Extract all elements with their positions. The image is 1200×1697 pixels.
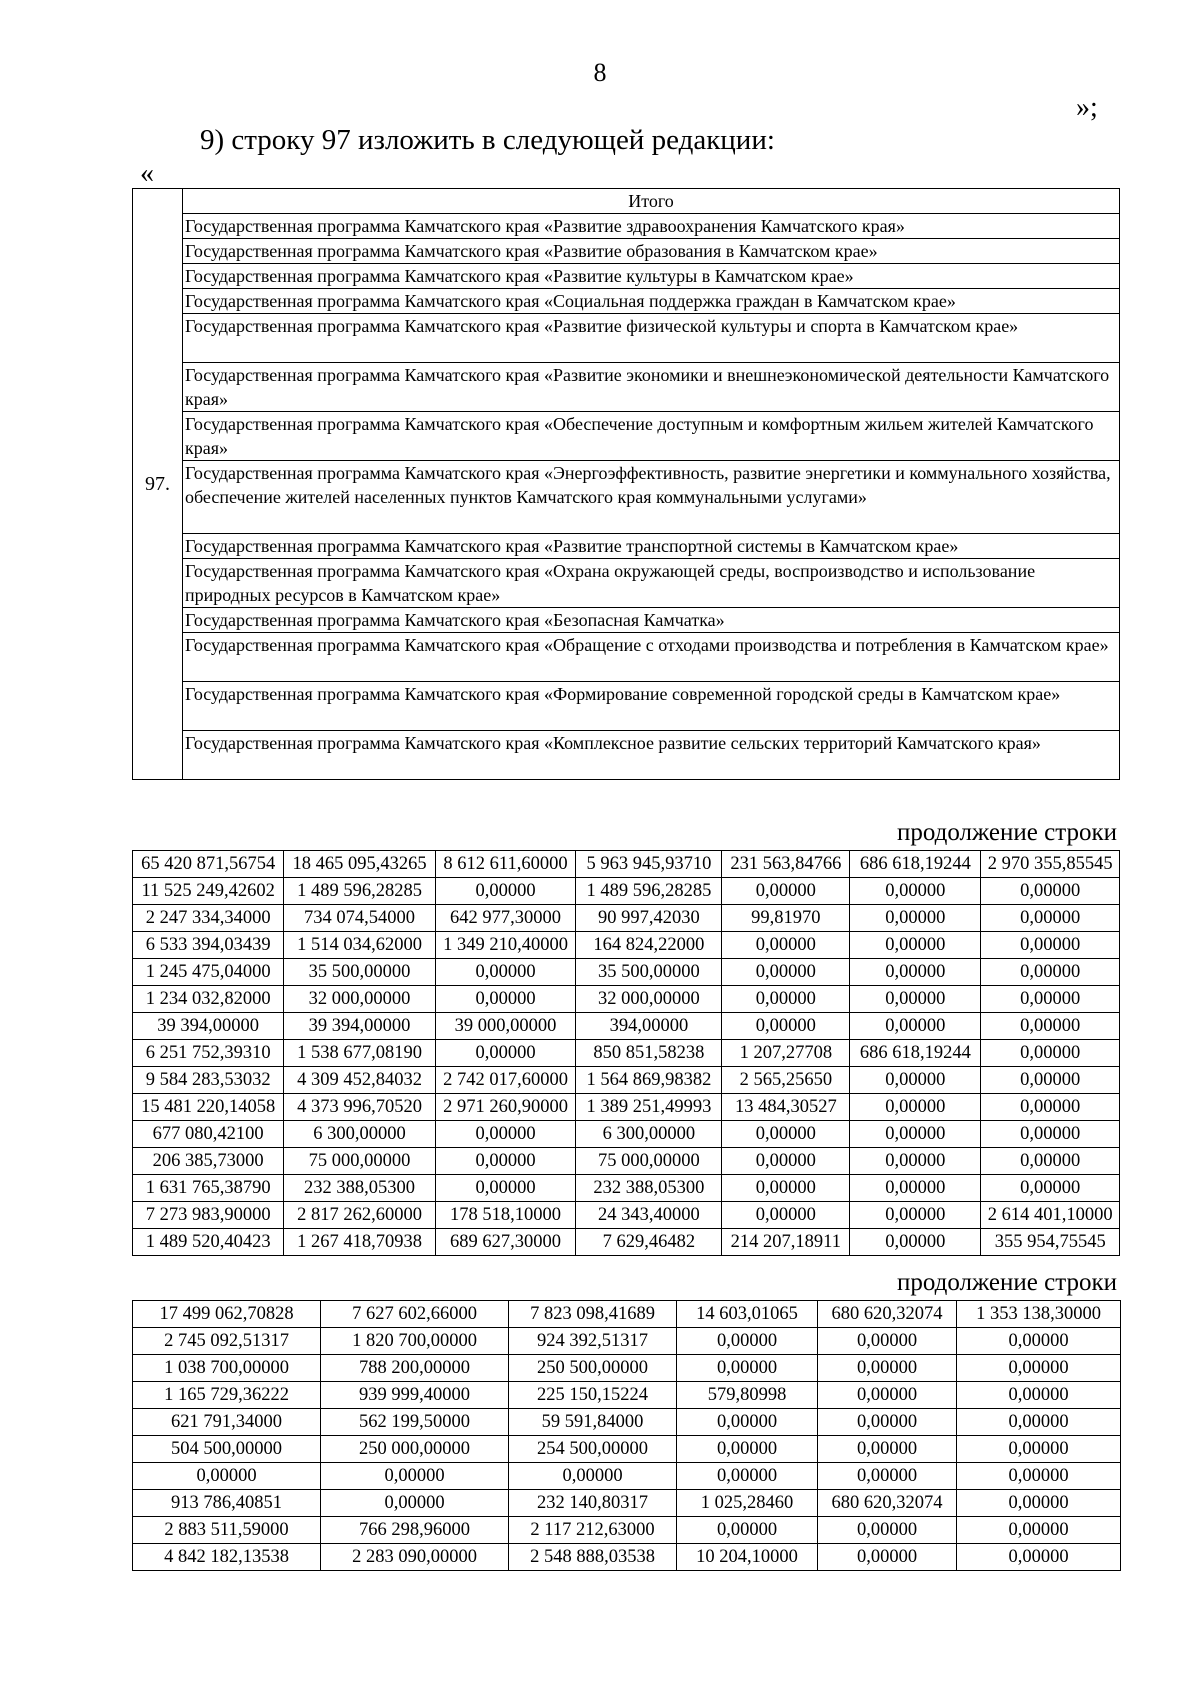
program-name: Государственная программа Камчатского края «Охрана окружающей среды, воспроизводство и использование природных ресурсов в Камчатском крае» — [183, 559, 1120, 608]
table-row — [133, 905, 1120, 932]
value-cell: 394,00000 — [576, 1013, 722, 1040]
value-cell: 5 963 945,93710 — [576, 851, 722, 878]
program-row — [133, 461, 1120, 534]
value-cell: 6 300,00000 — [576, 1121, 722, 1148]
value-cell: 1 631 765,38790 — [133, 1175, 284, 1202]
value-cell: 15 481 220,14058 — [133, 1094, 284, 1121]
value-cell: 232 140,80317 — [509, 1490, 677, 1517]
value-cell: 164 824,22000 — [576, 932, 722, 959]
value-cell: 0,00000 — [981, 1148, 1120, 1175]
value-cell: 1 349 210,40000 — [435, 932, 576, 959]
value-cell: 6 533 394,03439 — [133, 932, 284, 959]
value-cell: 0,00000 — [435, 986, 576, 1013]
value-cell: 0,00000 — [818, 1409, 957, 1436]
value-cell: 850 851,58238 — [576, 1040, 722, 1067]
table-row — [133, 1544, 1121, 1571]
value-cell: 1 165 729,36222 — [133, 1382, 321, 1409]
value-cell: 0,00000 — [850, 932, 981, 959]
value-cell: 686 618,19244 — [850, 1040, 981, 1067]
value-cell: 1 267 418,70938 — [284, 1229, 435, 1256]
program-name: Государственная программа Камчатского края «Формирование современной городской среды в Камчатском крае» — [183, 682, 1120, 731]
table-row — [133, 1436, 1121, 1463]
program-name: Государственная программа Камчатского края «Развитие здравоохранения Камчатского края» — [183, 214, 1120, 239]
value-cell: 0,00000 — [957, 1490, 1121, 1517]
value-cell: 1 489 520,40423 — [133, 1229, 284, 1256]
value-cell: 0,00000 — [850, 959, 981, 986]
value-cell: 7 627 602,66000 — [321, 1301, 509, 1328]
value-cell: 1 353 138,30000 — [957, 1301, 1121, 1328]
value-cell: 0,00000 — [722, 959, 850, 986]
value-cell: 225 150,15224 — [509, 1382, 677, 1409]
program-row — [133, 559, 1120, 608]
value-cell: 1 489 596,28285 — [284, 878, 435, 905]
table-row — [133, 1094, 1120, 1121]
value-cell: 0,00000 — [850, 1121, 981, 1148]
value-cell: 0,00000 — [818, 1436, 957, 1463]
value-cell: 621 791,34000 — [133, 1409, 321, 1436]
value-cell: 39 394,00000 — [284, 1013, 435, 1040]
value-cell: 677 080,42100 — [133, 1121, 284, 1148]
value-cell: 734 074,54000 — [284, 905, 435, 932]
value-cell: 90 997,42030 — [576, 905, 722, 932]
value-cell: 0,00000 — [818, 1382, 957, 1409]
program-name: Государственная программа Камчатского края «Социальная поддержка граждан в Камчатском крае» — [183, 289, 1120, 314]
table-row — [133, 1175, 1120, 1202]
table-row — [133, 986, 1120, 1013]
value-cell: 0,00000 — [957, 1517, 1121, 1544]
program-row — [133, 682, 1120, 731]
table-row — [133, 1013, 1120, 1040]
value-cell: 0,00000 — [722, 1202, 850, 1229]
value-cell: 2 971 260,90000 — [435, 1094, 576, 1121]
value-cell: 1 234 032,82000 — [133, 986, 284, 1013]
value-cell: 0,00000 — [957, 1355, 1121, 1382]
value-cell: 0,00000 — [677, 1409, 818, 1436]
value-cell: 0,00000 — [722, 986, 850, 1013]
program-row — [133, 633, 1120, 682]
value-cell: 2 970 355,85545 — [981, 851, 1120, 878]
program-row — [133, 608, 1120, 633]
table-row — [133, 1355, 1121, 1382]
table-row — [133, 1463, 1121, 1490]
value-cell: 2 283 090,00000 — [321, 1544, 509, 1571]
values-table-1 — [132, 850, 1120, 1256]
program-row — [133, 731, 1120, 780]
program-name: Государственная программа Камчатского края «Обращение с отходами производства и потребления в Камчатском крае» — [183, 633, 1120, 682]
value-cell: 0,00000 — [850, 1229, 981, 1256]
value-cell: 0,00000 — [321, 1490, 509, 1517]
value-cell: 0,00000 — [677, 1355, 818, 1382]
value-cell: 0,00000 — [133, 1463, 321, 1490]
value-cell: 0,00000 — [957, 1382, 1121, 1409]
value-cell: 6 300,00000 — [284, 1121, 435, 1148]
table-row — [133, 1229, 1120, 1256]
value-cell: 0,00000 — [435, 1175, 576, 1202]
value-cell: 1 207,27708 — [722, 1040, 850, 1067]
program-name: Государственная программа Камчатского края «Комплексное развитие сельских территорий Камчатского края» — [183, 731, 1120, 780]
program-name: Государственная программа Камчатского края «Развитие транспортной системы в Камчатском крае» — [183, 534, 1120, 559]
value-cell: 2 117 212,63000 — [509, 1517, 677, 1544]
table-row — [133, 932, 1120, 959]
value-cell: 504 500,00000 — [133, 1436, 321, 1463]
value-cell: 0,00000 — [957, 1409, 1121, 1436]
value-cell: 0,00000 — [957, 1544, 1121, 1571]
total-label: Итого — [183, 189, 1120, 214]
value-cell: 0,00000 — [850, 1202, 981, 1229]
value-cell: 0,00000 — [981, 878, 1120, 905]
value-cell: 0,00000 — [818, 1544, 957, 1571]
program-name: Государственная программа Камчатского края «Развитие экономики и внешнеэкономической деятельности Камчатского края» — [183, 363, 1120, 412]
value-cell: 686 618,19244 — [850, 851, 981, 878]
value-cell: 65 420 871,56754 — [133, 851, 284, 878]
value-cell: 35 500,00000 — [576, 959, 722, 986]
programs-table — [132, 188, 1120, 780]
value-cell: 0,00000 — [677, 1517, 818, 1544]
table-row — [133, 851, 1120, 878]
value-cell: 1 564 869,98382 — [576, 1067, 722, 1094]
value-cell: 14 603,01065 — [677, 1301, 818, 1328]
program-name: Государственная программа Камчатского края «Развитие физической культуры и спорта в Камчатском крае» — [183, 314, 1120, 363]
value-cell: 2 548 888,03538 — [509, 1544, 677, 1571]
value-cell: 250 500,00000 — [509, 1355, 677, 1382]
value-cell: 4 309 452,84032 — [284, 1067, 435, 1094]
closing-quote: »; — [1076, 92, 1098, 123]
value-cell: 7 273 983,90000 — [133, 1202, 284, 1229]
program-row — [133, 314, 1120, 363]
table-row — [133, 878, 1120, 905]
value-cell: 2 745 092,51317 — [133, 1328, 321, 1355]
value-cell: 0,00000 — [722, 932, 850, 959]
table-row — [133, 1067, 1120, 1094]
value-cell: 939 999,40000 — [321, 1382, 509, 1409]
value-cell: 2 565,25650 — [722, 1067, 850, 1094]
value-cell: 0,00000 — [981, 959, 1120, 986]
value-cell: 0,00000 — [818, 1328, 957, 1355]
value-cell: 0,00000 — [981, 1121, 1120, 1148]
table-row — [133, 1328, 1121, 1355]
table-row — [133, 1202, 1120, 1229]
value-cell: 788 200,00000 — [321, 1355, 509, 1382]
value-cell: 1 389 251,49993 — [576, 1094, 722, 1121]
value-cell: 0,00000 — [957, 1463, 1121, 1490]
value-cell: 1 538 677,08190 — [284, 1040, 435, 1067]
value-cell: 1 038 700,00000 — [133, 1355, 321, 1382]
value-cell: 0,00000 — [981, 905, 1120, 932]
value-cell: 1 820 700,00000 — [321, 1328, 509, 1355]
value-cell: 0,00000 — [818, 1463, 957, 1490]
value-cell: 35 500,00000 — [284, 959, 435, 986]
value-cell: 232 388,05300 — [576, 1175, 722, 1202]
page-number: 8 — [593, 58, 607, 87]
value-cell: 562 199,50000 — [321, 1409, 509, 1436]
table-row — [133, 1409, 1121, 1436]
value-cell: 0,00000 — [722, 878, 850, 905]
value-cell: 0,00000 — [850, 878, 981, 905]
program-name: Государственная программа Камчатского края «Развитие образования в Камчатском крае» — [183, 239, 1120, 264]
program-row — [133, 412, 1120, 461]
program-name: Государственная программа Камчатского края «Обеспечение доступным и комфортным жильем жителей Камчатского края» — [183, 412, 1120, 461]
value-cell: 0,00000 — [850, 1175, 981, 1202]
value-cell: 32 000,00000 — [576, 986, 722, 1013]
value-cell: 0,00000 — [677, 1328, 818, 1355]
value-cell: 24 343,40000 — [576, 1202, 722, 1229]
instruction-text: 9) строку 97 изложить в следующей редакции: — [200, 124, 775, 156]
value-cell: 924 392,51317 — [509, 1328, 677, 1355]
value-cell: 0,00000 — [435, 1121, 576, 1148]
value-cell: 0,00000 — [435, 959, 576, 986]
table-row — [133, 959, 1120, 986]
value-cell: 642 977,30000 — [435, 905, 576, 932]
value-cell: 2 614 401,10000 — [981, 1202, 1120, 1229]
program-row — [133, 239, 1120, 264]
value-cell: 0,00000 — [818, 1355, 957, 1382]
value-cell: 7 823 098,41689 — [509, 1301, 677, 1328]
value-cell: 579,80998 — [677, 1382, 818, 1409]
value-cell: 250 000,00000 — [321, 1436, 509, 1463]
value-cell: 766 298,96000 — [321, 1517, 509, 1544]
value-cell: 32 000,00000 — [284, 986, 435, 1013]
value-cell: 2 817 262,60000 — [284, 1202, 435, 1229]
value-cell: 99,81970 — [722, 905, 850, 932]
value-cell: 4 373 996,70520 — [284, 1094, 435, 1121]
total-row — [133, 189, 1120, 214]
value-cell: 1 245 475,04000 — [133, 959, 284, 986]
value-cell: 680 620,32074 — [818, 1301, 957, 1328]
value-cell: 231 563,84766 — [722, 851, 850, 878]
program-row — [133, 289, 1120, 314]
value-cell: 11 525 249,42602 — [133, 878, 284, 905]
value-cell: 75 000,00000 — [284, 1148, 435, 1175]
value-cell: 0,00000 — [981, 932, 1120, 959]
value-cell: 1 514 034,62000 — [284, 932, 435, 959]
value-cell: 178 518,10000 — [435, 1202, 576, 1229]
program-row — [133, 214, 1120, 239]
table-row — [133, 1301, 1121, 1328]
opening-quote: « — [140, 158, 154, 189]
program-name: Государственная программа Камчатского края «Развитие культуры в Камчатском крае» — [183, 264, 1120, 289]
value-cell: 0,00000 — [850, 1148, 981, 1175]
value-cell: 0,00000 — [957, 1436, 1121, 1463]
table-row — [133, 1040, 1120, 1067]
value-cell: 0,00000 — [850, 986, 981, 1013]
value-cell: 0,00000 — [850, 1067, 981, 1094]
value-cell: 0,00000 — [981, 986, 1120, 1013]
value-cell: 0,00000 — [722, 1013, 850, 1040]
value-cell: 0,00000 — [722, 1148, 850, 1175]
value-cell: 39 394,00000 — [133, 1013, 284, 1040]
value-cell: 689 627,30000 — [435, 1229, 576, 1256]
value-cell: 0,00000 — [850, 1013, 981, 1040]
value-cell: 0,00000 — [509, 1463, 677, 1490]
program-row — [133, 534, 1120, 559]
table-row — [133, 1490, 1121, 1517]
value-cell: 2 742 017,60000 — [435, 1067, 576, 1094]
value-cell: 10 204,10000 — [677, 1544, 818, 1571]
value-cell: 680 620,32074 — [818, 1490, 957, 1517]
continuation-label: продолжение строки — [896, 1269, 1117, 1296]
table-row — [133, 1382, 1121, 1409]
value-cell: 0,00000 — [677, 1436, 818, 1463]
value-cell: 17 499 062,70828 — [133, 1301, 321, 1328]
value-cell: 0,00000 — [321, 1463, 509, 1490]
value-cell: 214 207,18911 — [722, 1229, 850, 1256]
value-cell: 1 489 596,28285 — [576, 878, 722, 905]
value-cell: 59 591,84000 — [509, 1409, 677, 1436]
value-cell: 0,00000 — [981, 1067, 1120, 1094]
program-name: Государственная программа Камчатского края «Безопасная Камчатка» — [183, 608, 1120, 633]
value-cell: 2 883 511,59000 — [133, 1517, 321, 1544]
value-cell: 0,00000 — [957, 1328, 1121, 1355]
program-row — [133, 264, 1120, 289]
value-cell: 0,00000 — [435, 1040, 576, 1067]
program-name: Государственная программа Камчатского края «Энергоэффективность, развитие энергетики и коммунального хозяйства, обеспечение жителей населенных пунктов Камчатского края коммунальными услугами» — [183, 461, 1120, 534]
value-cell: 0,00000 — [435, 1148, 576, 1175]
value-cell: 0,00000 — [850, 905, 981, 932]
value-cell: 39 000,00000 — [435, 1013, 576, 1040]
value-cell: 913 786,40851 — [133, 1490, 321, 1517]
value-cell: 254 500,00000 — [509, 1436, 677, 1463]
row-number: 97. — [133, 189, 183, 780]
value-cell: 355 954,75545 — [981, 1229, 1120, 1256]
table-row — [133, 1121, 1120, 1148]
value-cell: 7 629,46482 — [576, 1229, 722, 1256]
value-cell: 9 584 283,53032 — [133, 1067, 284, 1094]
value-cell: 232 388,05300 — [284, 1175, 435, 1202]
value-cell: 75 000,00000 — [576, 1148, 722, 1175]
program-row — [133, 363, 1120, 412]
value-cell: 0,00000 — [850, 1094, 981, 1121]
value-cell: 8 612 611,60000 — [435, 851, 576, 878]
value-cell: 206 385,73000 — [133, 1148, 284, 1175]
value-cell: 6 251 752,39310 — [133, 1040, 284, 1067]
values-table-2 — [132, 1300, 1121, 1571]
value-cell: 0,00000 — [677, 1463, 818, 1490]
continuation-label: продолжение строки — [896, 819, 1117, 846]
value-cell: 0,00000 — [981, 1094, 1120, 1121]
value-cell: 0,00000 — [722, 1121, 850, 1148]
table-row — [133, 1148, 1120, 1175]
value-cell: 0,00000 — [818, 1517, 957, 1544]
value-cell: 0,00000 — [981, 1175, 1120, 1202]
value-cell: 4 842 182,13538 — [133, 1544, 321, 1571]
value-cell: 18 465 095,43265 — [284, 851, 435, 878]
value-cell: 13 484,30527 — [722, 1094, 850, 1121]
value-cell: 0,00000 — [435, 878, 576, 905]
value-cell: 1 025,28460 — [677, 1490, 818, 1517]
value-cell: 0,00000 — [722, 1175, 850, 1202]
value-cell: 0,00000 — [981, 1040, 1120, 1067]
table-row — [133, 1517, 1121, 1544]
value-cell: 2 247 334,34000 — [133, 905, 284, 932]
value-cell: 0,00000 — [981, 1013, 1120, 1040]
